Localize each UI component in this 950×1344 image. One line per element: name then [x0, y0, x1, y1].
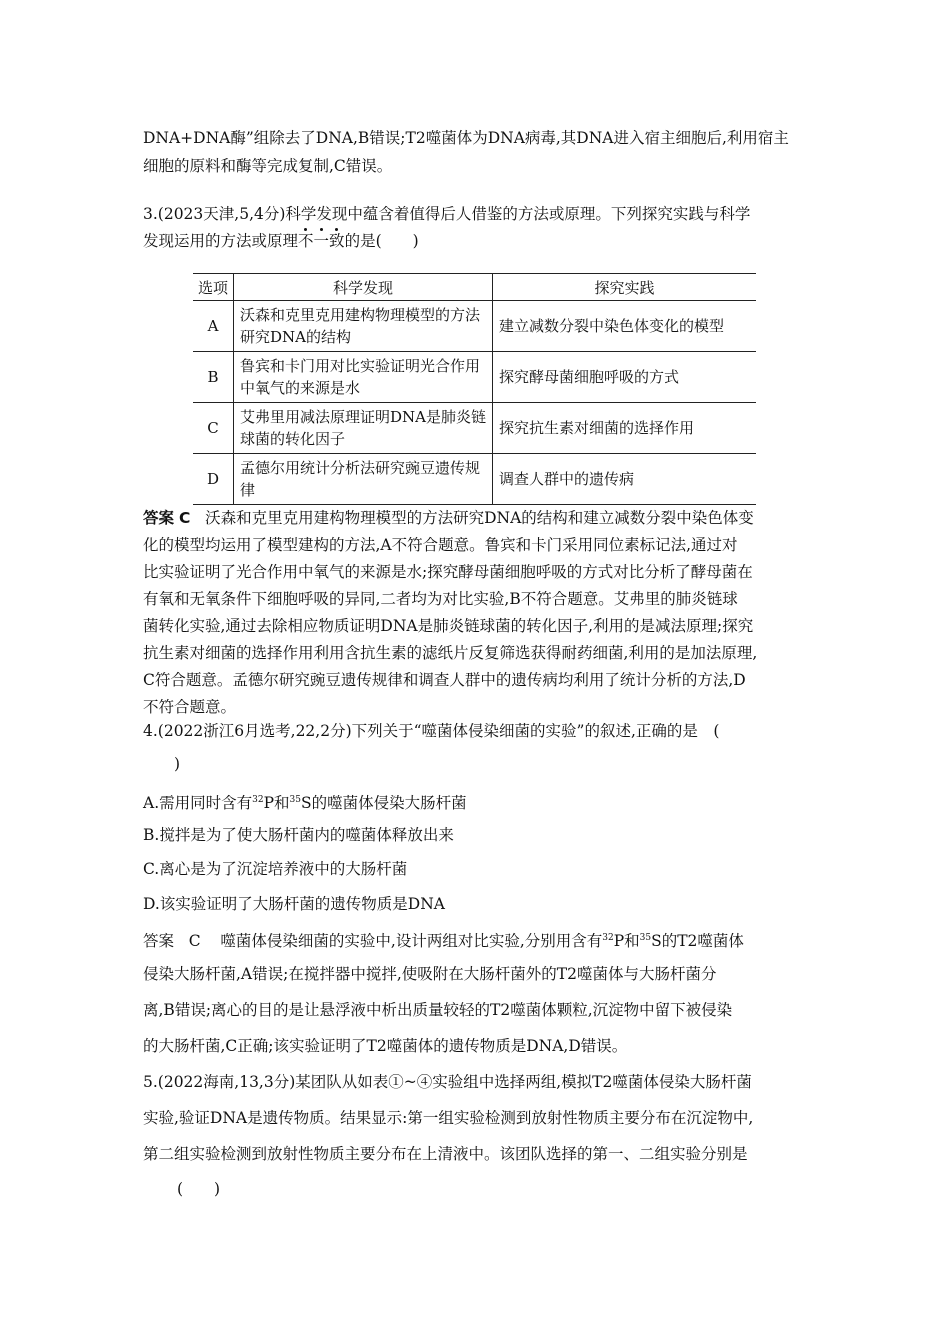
table-row [193, 301, 756, 352]
cell-option: B [193, 352, 234, 403]
option-b: B.搅拌是为了使大肠杆菌内的噬菌体释放出来 [143, 826, 454, 844]
cell-discovery: 鲁宾和卡门用对比实验证明光合作用中氧气的来源是水 [234, 352, 493, 403]
emphasis-dots [298, 232, 345, 250]
answer-3-line [143, 507, 754, 529]
answer-3-line: 抗生素对细菌的选择作用利用含抗生素的滤纸片反复筛选获得耐药细菌,利用的是加法原理, [143, 644, 758, 662]
option-a [143, 789, 467, 814]
answer-choice: C [188, 932, 201, 950]
text-segment: P和 [263, 794, 290, 812]
cell-discovery: 沃森和克里克用建构物理模型的方法研究DNA的结构 [234, 301, 493, 352]
cell-option: A [193, 301, 234, 352]
text-line: 细胞的原料和酶等完成复制,C错误。 [143, 157, 393, 175]
text-segment: S的T2噬菌体 [651, 932, 744, 950]
answer-3-line: 有氧和无氧条件下细胞呼吸的异同,二者均为对比实验,B不符合题意。艾弗里的肺炎链球 [143, 590, 738, 608]
table-header-row [193, 274, 756, 301]
cell-practice: 建立减数分裂中染色体变化的模型 [493, 301, 757, 352]
cell-option: C [193, 403, 234, 454]
answer-3-line: 菌转化实验,通过去除相应物质证明DNA是肺炎链球菌的转化因子,利用的是减法原理;探究 [143, 617, 754, 635]
answer-3-line: 不符合题意。 [143, 698, 237, 716]
text-segment: 噬菌体侵染细菌的实验中,设计两组对比实验,分别用含有 [220, 932, 603, 950]
answer-choice: C [178, 509, 191, 527]
emphasized-char: 一 [313, 232, 330, 250]
question-5-stem: 实验,验证DNA是遗传物质。结果显示:第一组实验检测到放射性物质主要分布在沉淀物中, [143, 1109, 754, 1127]
answer-label: 答案 [143, 932, 175, 950]
table-row [193, 352, 756, 403]
text-segment: A.需用同时含有 [143, 794, 253, 812]
text-segment: 的是( ) [344, 232, 419, 250]
superscript: 35 [639, 933, 652, 943]
cell-option: D [193, 454, 234, 505]
text-line: DNA+DNA酶”组除去了DNA,B错误;T2噬菌体为DNA病毒,其DNA进入宿主细胞后,利用宿主 [143, 129, 789, 147]
option-c: C.离心是为了沉淀培养液中的大肠杆菌 [143, 860, 408, 878]
text-segment: 发现运用的方法或原理 [143, 232, 299, 250]
answer-4-line: 离,B错误;离心的目的是让悬浮液中析出质量较轻的T2噬菌体颗粒,沉淀物中留下被侵染 [143, 1001, 733, 1019]
cell-discovery: 孟德尔用统计分析法研究豌豆遗传规律 [234, 454, 493, 505]
cell-discovery: 艾弗里用减法原理证明DNA是肺炎链球菌的转化因子 [234, 403, 493, 454]
cell-practice: 探究酵母菌细胞呼吸的方式 [493, 352, 757, 403]
question-4-paren: ) [174, 755, 181, 773]
comparison-table [193, 273, 756, 505]
header-practice: 探究实践 [493, 274, 757, 301]
answer-3-line: C符合题意。孟德尔研究豌豆遗传规律和调查人群中的遗传病均利用了统计分析的方法,D [143, 671, 746, 689]
answer-label: 答案 [143, 509, 175, 527]
text-segment: P和 [613, 932, 640, 950]
option-d: D.该实验证明了大肠杆菌的遗传物质是DNA [143, 895, 445, 913]
question-5-stem: 5.(2022海南,13,3分)某团队从如表①~④实验组中选择两组,模拟T2噬菌体侵染大肠杆菌 [143, 1073, 752, 1091]
answer-text: 沃森和克里克用建构物理模型的方法研究DNA的结构和建立减数分裂中染色体变 [205, 509, 754, 527]
emphasized-char: 不 [298, 232, 314, 250]
answer-4-line: 的大肠杆菌,C正确;该实验证明了T2噬菌体的遗传物质是DNA,D错误。 [143, 1037, 628, 1055]
answer-4-line [143, 927, 744, 952]
question-3-stem-cont [143, 230, 419, 252]
emphasized-char: 致 [329, 232, 345, 250]
superscript: 32 [602, 933, 614, 943]
question-5-paren: ( ) [177, 1180, 221, 1198]
header-option: 选项 [193, 274, 234, 301]
answer-4-line: 侵染大肠杆菌,A错误;在搅拌器中搅拌,使吸附在大肠杆菌外的T2噬菌体与大肠杆菌分 [143, 965, 717, 983]
table-row [193, 403, 756, 454]
answer-3-line: 比实验证明了光合作用中氧气的来源是水;探究酵母菌细胞呼吸的方式对比分析了酵母菌在 [143, 563, 753, 581]
header-discovery: 科学发现 [234, 274, 493, 301]
answer-3-line: 化的模型均运用了模型建构的方法,A不符合题意。鲁宾和卡门采用同位素标记法,通过对 [143, 536, 738, 554]
superscript: 32 [252, 795, 264, 805]
table-row [193, 454, 756, 505]
question-4-stem: 4.(2022浙江6月选考,22,2分)下列关于“噬菌体侵染细菌的实验”的叙述,正确的是 ( [143, 722, 720, 740]
text-segment: S的噬菌体侵染大肠杆菌 [300, 794, 467, 812]
question-5-stem: 第二组实验检测到放射性物质主要分布在上清液中。该团队选择的第一、二组实验分别是 [143, 1145, 748, 1163]
question-3-stem: 3.(2023天津,5,4分)科学发现中蕴含着值得后人借鉴的方法或原理。下列探究实践与科学 [143, 205, 751, 223]
cell-practice: 探究抗生素对细菌的选择作用 [493, 403, 757, 454]
superscript: 35 [289, 795, 301, 805]
cell-practice: 调查人群中的遗传病 [493, 454, 757, 505]
